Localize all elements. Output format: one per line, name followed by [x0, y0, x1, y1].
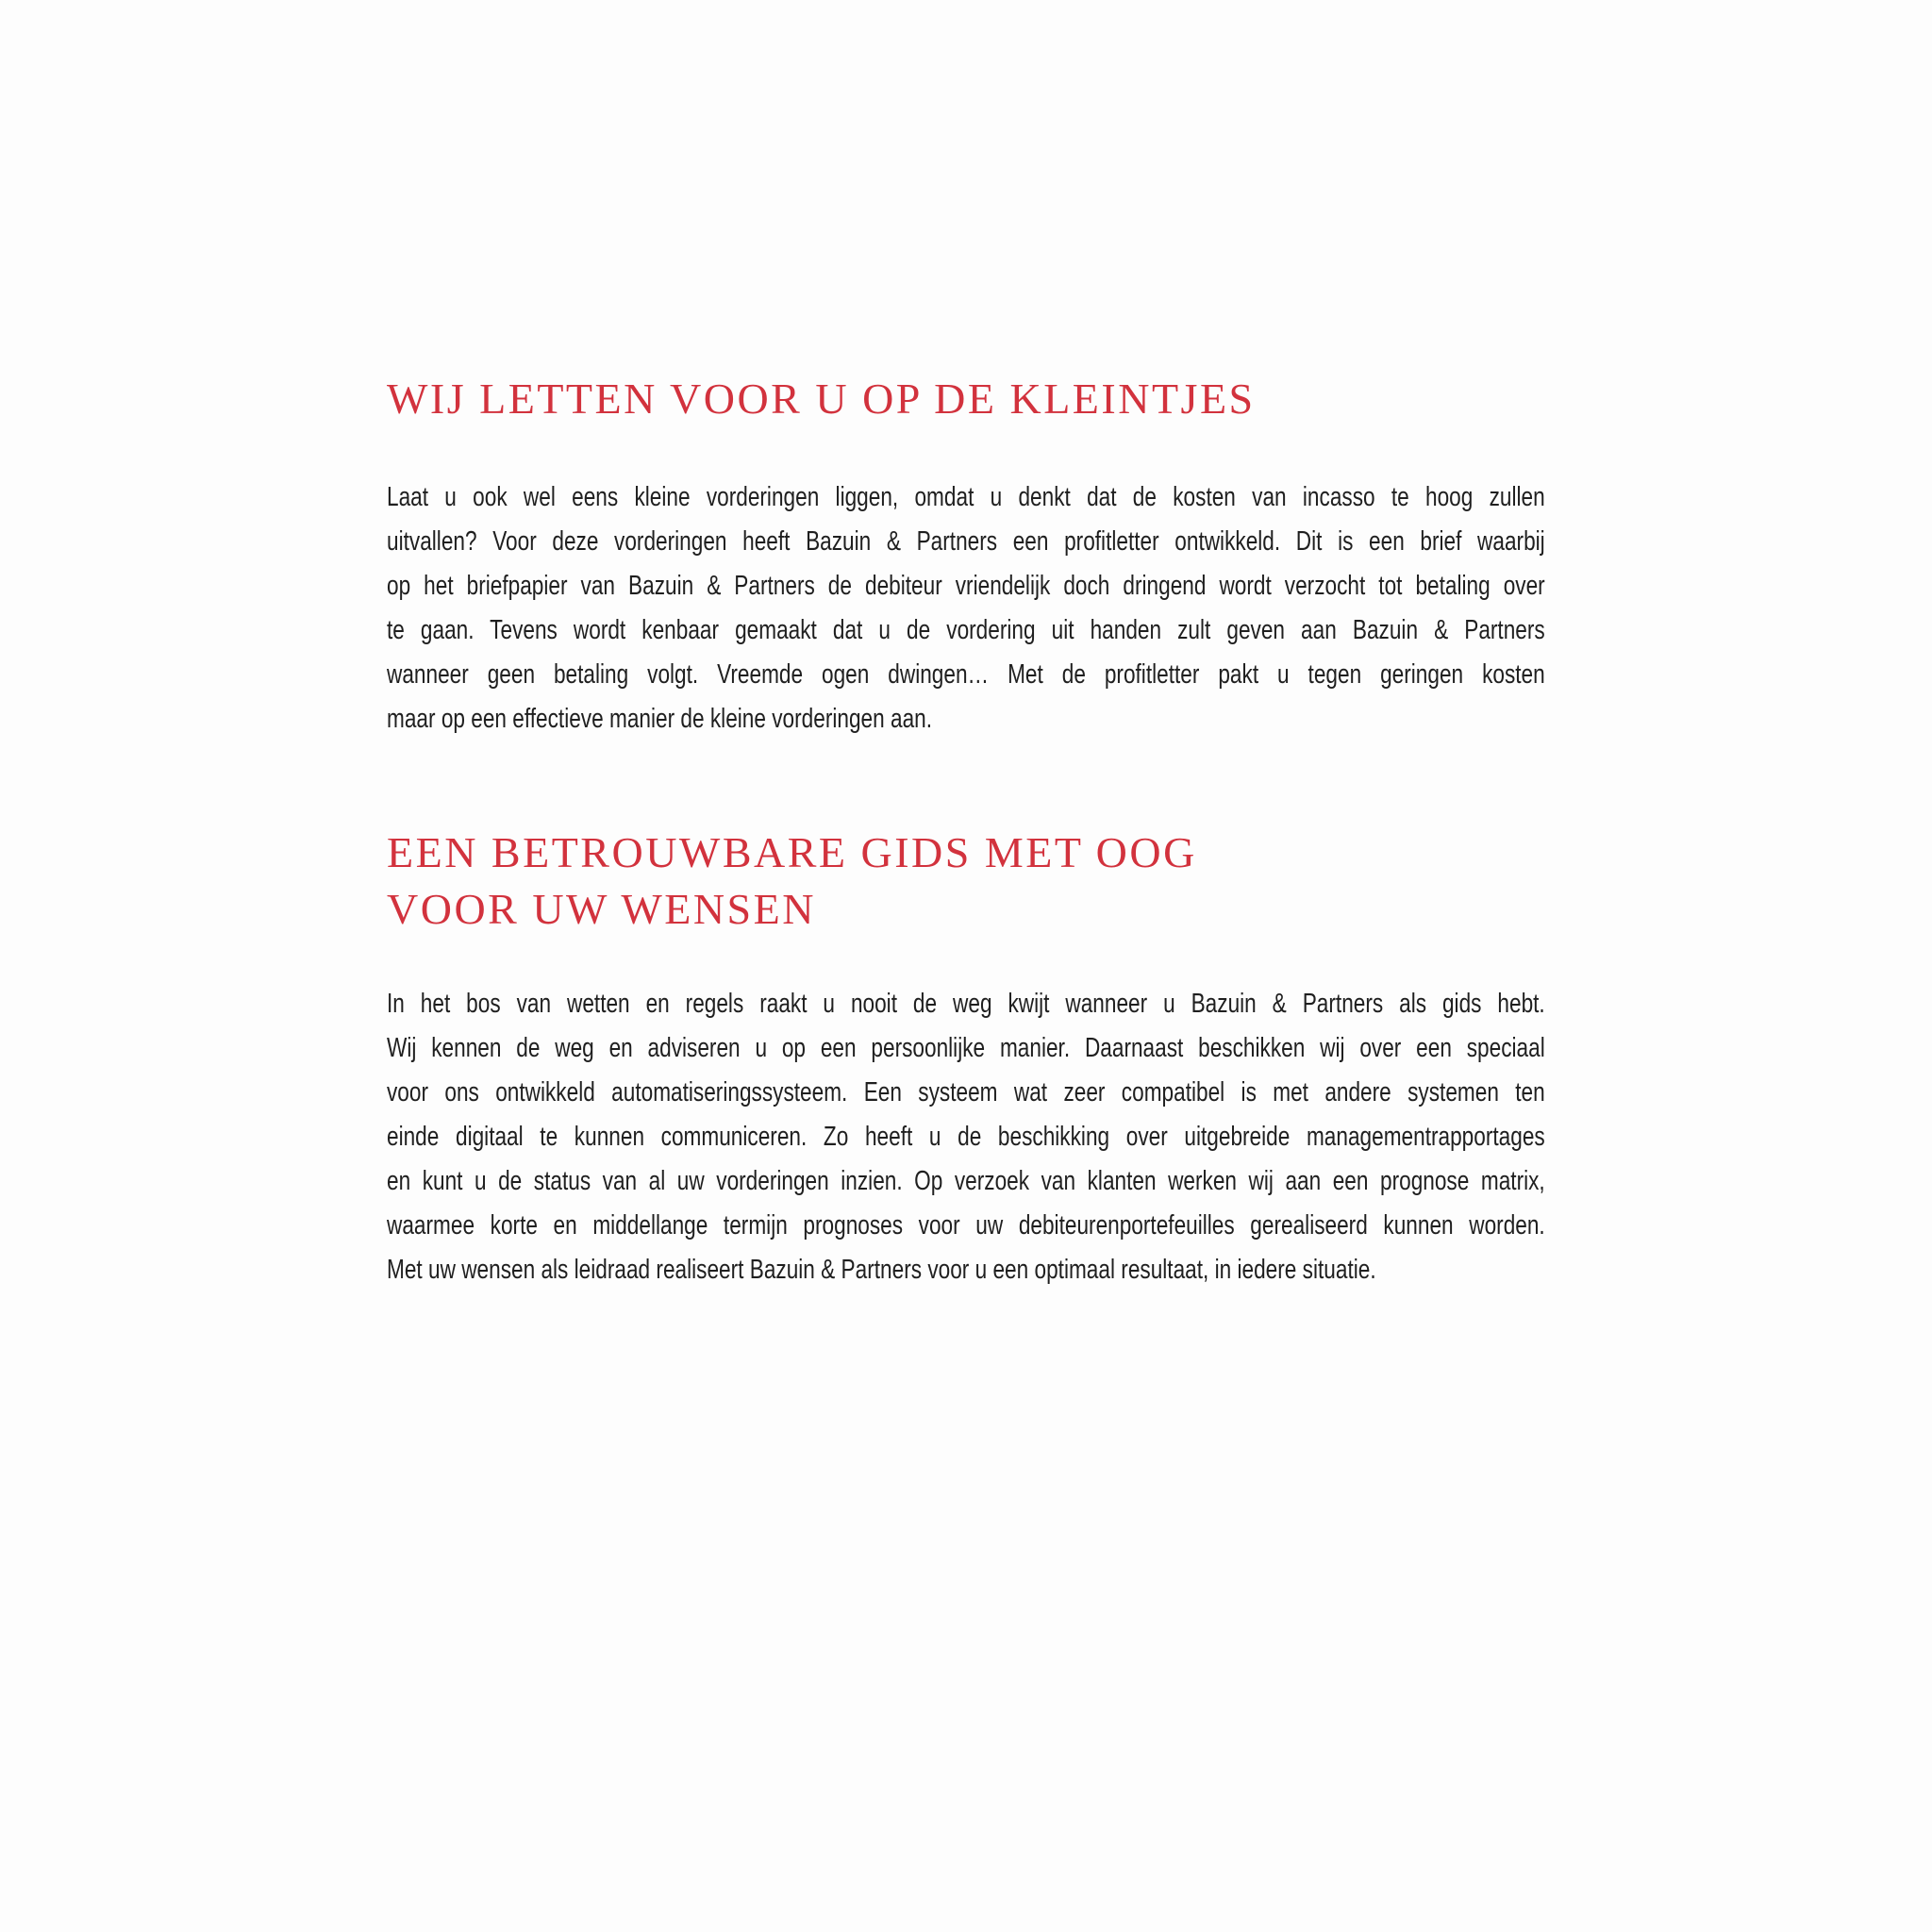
paragraph-line: Laat u ook wel eens kleine vorderingen liggen, omdat u denkt dat de kosten van incasso te hoog zullen [387, 482, 1545, 512]
paragraph-profitletter [387, 475, 1545, 741]
paragraph-line: In het bos van wetten en regels raakt u nooit de weg kwijt wanneer u Bazuin & Partners als gids hebt. [387, 989, 1545, 1019]
heading-line: EEN BETROUWBARE GIDS MET OOG [387, 828, 1197, 876]
paragraph-line: Wij kennen de weg en adviseren u op een persoonlijke manier. Daarnaast beschikken wij over een speciaal [387, 1033, 1545, 1063]
heading-line: VOOR UW WENSEN [387, 885, 816, 933]
paragraph-line: waarmee korte en middellange termijn prognoses voor uw debiteurenportefeuilles gerealiseerd kunnen worden. [387, 1210, 1545, 1241]
section-heading-gids [387, 824, 1197, 938]
paragraph-line: einde digitaal te kunnen communiceren. Zo heeft u de beschikking over uitgebreide managementrapportages [387, 1122, 1545, 1152]
paragraph-line: Met uw wensen als leidraad realiseert Bazuin & Partners voor u een optimaal resultaat, in iedere situatie. [387, 1255, 1376, 1285]
paragraph-line: voor ons ontwikkeld automatiseringssysteem. Een systeem wat zeer compatibel is met andere systemen ten [387, 1077, 1545, 1108]
paragraph-line: wanneer geen betaling volgt. Vreemde ogen dwingen… Met de profitletter pakt u tegen geringen kosten [387, 659, 1545, 690]
section-heading-kleintjes [387, 371, 1256, 427]
heading-line: WIJ LETTEN VOOR U OP DE KLEINTJES [387, 375, 1256, 423]
paragraph-gids [387, 982, 1545, 1292]
paragraph-line: en kunt u de status van al uw vorderingen inzien. Op verzoek van klanten werken wij aan een prognose matrix, [387, 1166, 1545, 1196]
paragraph-line: op het briefpapier van Bazuin & Partners de debiteur vriendelijk doch dringend wordt verzocht tot betaling over [387, 571, 1545, 601]
paragraph-line: uitvallen? Voor deze vorderingen heeft Bazuin & Partners een profitletter ontwikkeld. Dit is een brief waarbij [387, 526, 1545, 557]
paragraph-line: maar op een effectieve manier de kleine vorderingen aan. [387, 704, 933, 734]
paragraph-line: te gaan. Tevens wordt kenbaar gemaakt dat u de vordering uit handen zult geven aan Bazuin & Partners [387, 615, 1545, 645]
